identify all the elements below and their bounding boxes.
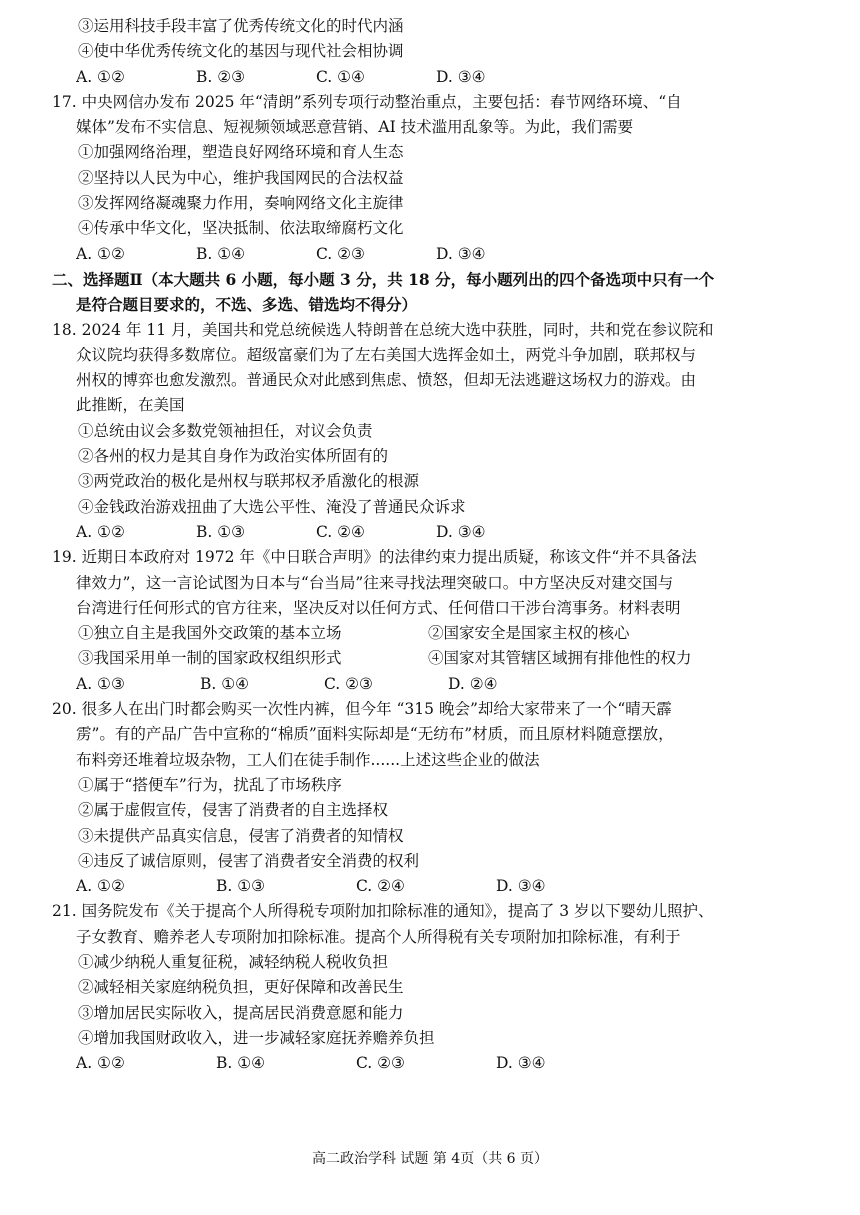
q20-option-b: B. ①③ — [216, 877, 266, 896]
q20-item-4: ④违反了诚信原则，侵害了消费者安全消费的权利 — [78, 851, 420, 870]
q17-item-3: ③发挥网络凝魂聚力作用，奏响网络文化主旋律 — [78, 194, 404, 213]
q21-option-c: C. ②③ — [356, 1054, 405, 1073]
q19-item-1: ①独立自主是我国外交政策的基本立场 — [78, 624, 342, 643]
q17-item-2: ②坚持以人民为中心，维护我国网民的合法权益 — [78, 168, 404, 187]
q19-items-row-1 — [76, 621, 800, 646]
q21-item-4: ④增加我国财政收入，进一步减轻家庭抚养赡养负担 — [78, 1028, 435, 1047]
q16-item-3: ③运用科技手段丰富了优秀传统文化的时代内涵 — [78, 17, 404, 35]
q21-options — [76, 1051, 800, 1076]
q19-option-b: B. ①④ — [200, 674, 250, 693]
q17-item-4: ④传承中华文化，坚决抵制、依法取缔腐朽文化 — [78, 219, 404, 238]
q17-item-1: ①加强网络治理，塑造良好网络环境和育人生态 — [78, 143, 404, 162]
section-2-heading: 二、选择题Ⅱ（本大题共 6 小题，每小题 3 分，共 18 分，每小题列出的四个备选项中只有一个 — [52, 269, 715, 289]
q19-stem-line-2: 律效力”，这一言论试图为日本与“台当局”往来寻找法理突破口。中方坚决反对建交国与 — [76, 573, 674, 592]
q20-options — [76, 874, 800, 899]
q16-option-c: C. ①④ — [316, 67, 365, 86]
q19-option-d: D. ②④ — [448, 674, 498, 693]
q18-option-a: A. ①② — [76, 522, 125, 541]
q21-stem-line-1: 21. 国务院发布《关于提高个人所得税专项附加扣除标准的通知》，提高了 3 岁以下婴幼儿照护、 — [52, 902, 714, 921]
q18-stem-line-1: 18. 2024 年 11 月，美国共和党总统候选人特朗普在总统大选中获胜，同时，共和党在参议院和 — [52, 320, 714, 339]
q16-item-4: ④使中华优秀传统文化的基因与现代社会相协调 — [78, 42, 404, 61]
q21-stem-line-2: 子女教育、赡养老人专项附加扣除标准。提高个人所得税有关专项附加扣除标准，有利于 — [76, 927, 681, 946]
q16-option-a: A. ①② — [76, 67, 125, 86]
q20-stem-line-2: 雳”。有的产品广告中宣称的“棉质”面料实际却是“无纺布”材质，而且原材料随意摆放， — [76, 725, 674, 744]
q18-stem-line-4: 此推断，在美国 — [76, 396, 185, 415]
q18-item-3: ③两党政治的极化是州权与联邦权矛盾激化的根源 — [78, 472, 420, 491]
q16-options — [76, 65, 800, 90]
section-2-heading-cont: 是符合题目要求的，不选、多选、错选均不得分） — [76, 295, 418, 315]
q21-option-d: D. ③④ — [496, 1054, 546, 1073]
q18-item-4: ④金钱政治游戏扭曲了大选公平性、淹没了普通民众诉求 — [78, 497, 466, 516]
q19-items-row-2 — [76, 646, 800, 671]
q17-stem-line-1: 17. 中央网信办发布 2025 年“清朗”系列专项行动整治重点，主要包括：春节网络环境、“自 — [52, 92, 682, 111]
page-footer: 高二政治学科 试题 第 4页（共 6 页） — [311, 1151, 549, 1167]
q19-stem-line-1: 19. 近期日本政府对 1972 年《中日联合声明》的法律约束力提出质疑，称该文件“并不具备法 — [52, 548, 697, 567]
q20-stem-line-3: 布料旁还堆着垃圾杂物，工人们在徒手制作......上述这些企业的做法 — [76, 750, 540, 769]
q19-stem-line-3: 台湾进行任何形式的官方往来，坚决反对以任何方式、任何借口干涉台湾事务。材料表明 — [76, 598, 681, 617]
q17-options — [76, 242, 800, 267]
q20-option-c: C. ②④ — [356, 877, 405, 896]
q19-item-3: ③我国采用单一制的国家政权组织形式 — [78, 649, 342, 668]
q21-option-a: A. ①② — [76, 1054, 125, 1073]
q16-option-b: B. ②③ — [196, 67, 246, 86]
q18-item-1: ①总统由议会多数党领袖担任，对议会负责 — [78, 421, 373, 440]
q18-options — [76, 520, 800, 545]
q17-option-a: A. ①② — [76, 244, 125, 263]
q17-option-c: C. ②③ — [316, 244, 365, 263]
q20-item-2: ②属于虚假宣传，侵害了消费者的自主选择权 — [78, 801, 389, 820]
q18-stem-line-3: 州权的博弈也愈发激烈。普通民众对此感到焦虑、愤怒，但却无法逃避这场权力的游戏。由 — [76, 371, 697, 390]
q21-item-1: ①减少纳税人重复征税，减轻纳税人税收负担 — [78, 952, 389, 971]
q19-option-a: A. ①③ — [76, 674, 125, 693]
q21-option-b: B. ①④ — [216, 1054, 266, 1073]
q18-option-b: B. ①③ — [196, 522, 246, 541]
q19-options — [76, 672, 800, 697]
q20-item-1: ①属于“搭便车”行为，扰乱了市场秩序 — [78, 775, 342, 794]
q21-item-2: ②减轻相关家庭纳税负担，更好保障和改善民生 — [78, 978, 404, 997]
q17-stem-line-2: 媒体”发布不实信息、短视频领域恶意营销、AI 技术滥用乱象等。为此，我们需要 — [76, 118, 634, 137]
q16-option-d: D. ③④ — [436, 67, 486, 86]
q20-option-d: D. ③④ — [496, 877, 546, 896]
q19-item-2: ②国家安全是国家主权的核心 — [428, 624, 630, 643]
q18-item-2: ②各州的权力是其自身作为政治实体所固有的 — [78, 447, 389, 466]
q17-option-b: B. ①④ — [196, 244, 246, 263]
q21-item-3: ③增加居民实际收入，提高居民消费意愿和能力 — [78, 1003, 404, 1022]
q20-stem-line-1: 20. 很多人在出门时都会购买一次性内裤，但今年 “315 晚会”却给大家带来了一个“晴天霹 — [52, 700, 672, 719]
q20-item-3: ③未提供产品真实信息，侵害了消费者的知情权 — [78, 826, 404, 845]
q18-option-c: C. ②④ — [316, 522, 365, 541]
q18-option-d: D. ③④ — [436, 522, 486, 541]
q17-option-d: D. ③④ — [436, 244, 486, 263]
q20-option-a: A. ①② — [76, 877, 125, 896]
q19-option-c: C. ②③ — [324, 674, 373, 693]
q19-item-4: ④国家对其管辖区域拥有排他性的权力 — [428, 649, 692, 668]
q18-stem-line-2: 众议院均获得多数席位。超级富豪们为了左右美国大选挥金如土，两党斗争加剧，联邦权与 — [76, 345, 697, 364]
